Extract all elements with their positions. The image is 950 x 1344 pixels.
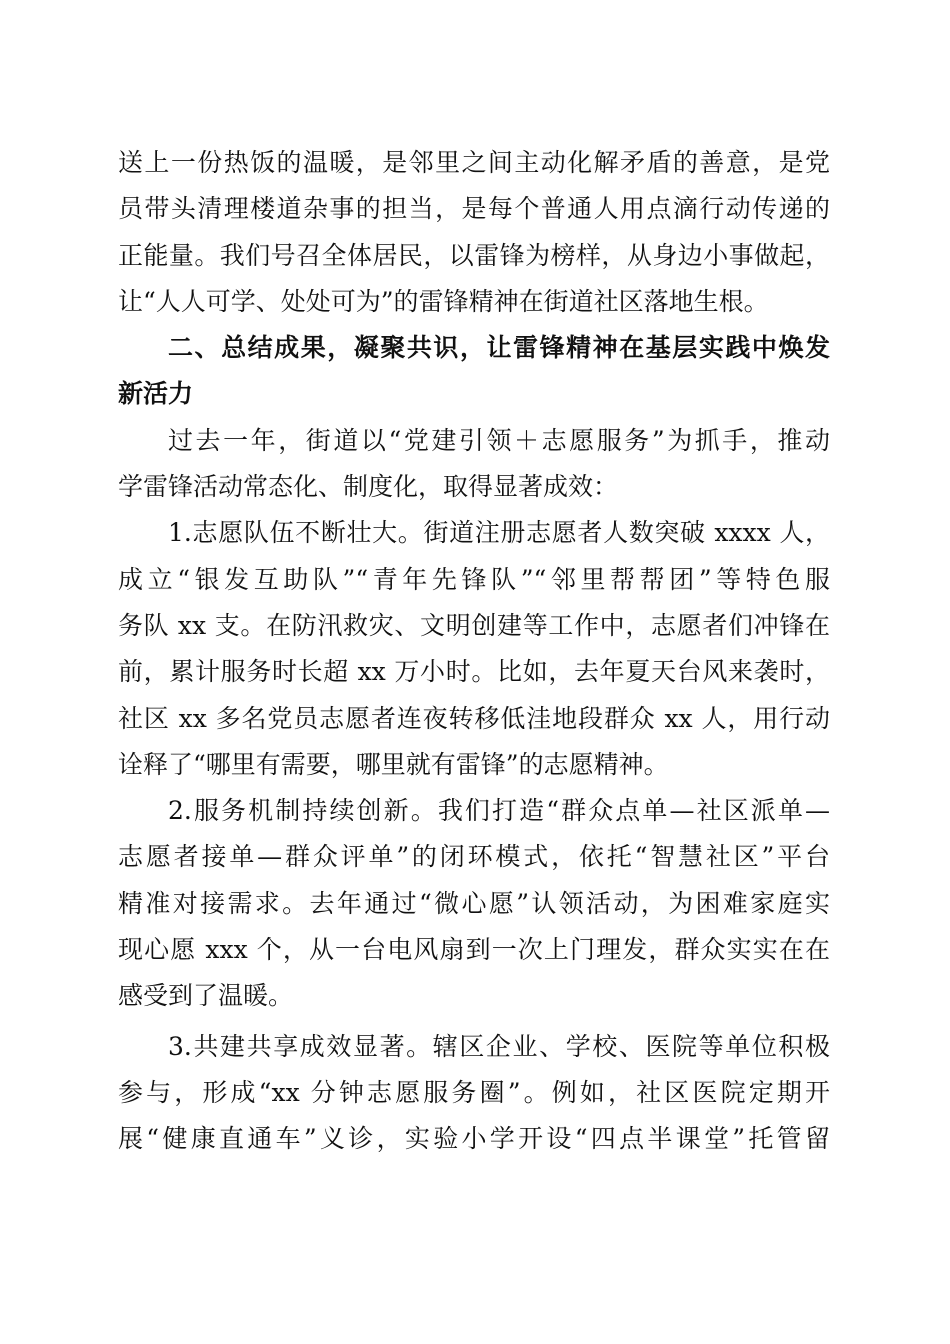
list-item-line: 诠释了“哪里有需要，哪里就有雷锋”的志愿精神。 bbox=[118, 749, 669, 779]
list-item-line: 参与，形成“xx 分钟志愿服务圈”。例如，社区医院定期开 bbox=[118, 1077, 830, 1107]
list-item-line: 社区 xx 多名党员志愿者连夜转移低洼地段群众 xx 人，用行动 bbox=[118, 703, 830, 733]
paragraph-line: 让“人人可学、处处可为”的雷锋精神在街道社区落地生根。 bbox=[118, 286, 769, 316]
paragraph-line: 正能量。我们号召全体居民，以雷锋为榜样，从身边小事做起， bbox=[118, 240, 830, 270]
list-item-line: 感受到了温暖。 bbox=[118, 981, 294, 1011]
list-item-line: 成立“银发互助队”“青年先锋队”“邻里帮帮团”等特色服 bbox=[118, 564, 830, 594]
document-page bbox=[118, 140, 830, 1163]
list-item-line: 精准对接需求。去年通过“微心愿”认领活动，为困难家庭实 bbox=[118, 888, 830, 918]
list-item-line: 务队 xx 支。在防汛救灾、文明创建等工作中，志愿者们冲锋在 bbox=[118, 610, 830, 640]
list-item-line: 2.服务机制持续创新。我们打造“群众点单—社区派单— bbox=[168, 796, 830, 826]
paragraph-line: 过去一年，街道以“党建引领＋志愿服务”为抓手，推动 bbox=[168, 425, 830, 455]
section-heading: 二、总结成果，凝聚共识，让雷锋精神在基层实践中焕发 bbox=[168, 333, 830, 363]
paragraph-line: 员带头清理楼道杂事的担当，是每个普通人用点滴行动传递的 bbox=[118, 194, 830, 224]
section-heading-continuation: 新活力 bbox=[118, 379, 194, 409]
list-item-line: 志愿者接单—群众评单”的闭环模式，依托“智慧社区”平台 bbox=[118, 842, 830, 872]
list-item-line: 3.共建共享成效显著。辖区企业、学校、医院等单位积极 bbox=[168, 1031, 830, 1061]
list-item-line: 1.志愿队伍不断壮大。街道注册志愿者人数突破 xxxx 人， bbox=[168, 518, 830, 548]
paragraph-line: 学雷锋活动常态化、制度化，取得显著成效： bbox=[118, 472, 619, 502]
list-item-line: 前，累计服务时长超 xx 万小时。比如，去年夏天台风来袭时， bbox=[118, 657, 830, 687]
list-item-line: 展“健康直通车”义诊，实验小学开设“四点半课堂”托管留 bbox=[118, 1124, 830, 1154]
list-item-line: 现心愿 xxx 个，从一台电风扇到一次上门理发，群众实实在在 bbox=[118, 935, 830, 965]
paragraph-line: 送上一份热饭的温暖，是邻里之间主动化解矛盾的善意，是党 bbox=[118, 148, 830, 177]
